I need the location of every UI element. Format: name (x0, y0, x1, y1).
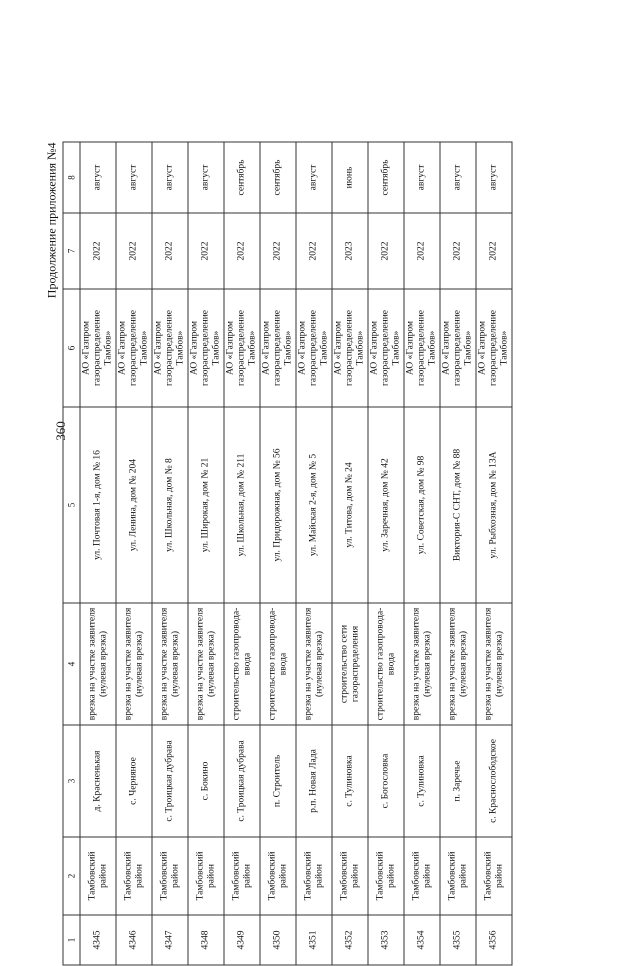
table-row (404, 142, 440, 965)
cell-number: 4356 (476, 915, 512, 965)
cell-district: Тамбовский район (332, 837, 368, 915)
cell-work-type: строительство газопровода-ввода (260, 603, 296, 725)
table-row (116, 142, 152, 965)
cell-month: август (296, 142, 332, 213)
cell-work-type: врезка на участке заявителя (нулевая врезка) (404, 603, 440, 725)
cell-number: 4346 (116, 915, 152, 965)
column-header: 7 (63, 213, 80, 289)
cell-work-type: врезка на участке заявителя (нулевая врезка) (116, 603, 152, 725)
cell-locality: с. Краснослободское (476, 725, 512, 837)
cell-address: ул. Широкая, дом № 21 (188, 407, 224, 603)
cell-year: 2022 (440, 213, 476, 289)
cell-year: 2023 (332, 213, 368, 289)
cell-month: август (152, 142, 188, 213)
cell-locality: п. Строитель (260, 725, 296, 837)
cell-number: 4347 (152, 915, 188, 965)
table-row (440, 142, 476, 965)
column-header: 5 (63, 407, 80, 603)
cell-month: август (476, 142, 512, 213)
cell-year: 2022 (260, 213, 296, 289)
appendix-caption: Продолжение приложения №4 (44, 142, 59, 299)
table-row (368, 142, 404, 965)
cell-organization: АО «Газпром газораспределение Тамбов» (224, 289, 260, 407)
cell-district: Тамбовский район (476, 837, 512, 915)
cell-work-type: врезка на участке заявителя (нулевая врезка) (476, 603, 512, 725)
cell-address: ул. Почтовая 1-я, дом № 16 (80, 407, 116, 603)
cell-district: Тамбовский район (80, 837, 116, 915)
cell-year: 2022 (368, 213, 404, 289)
cell-address: Виктория-С СНТ, дом № 88 (440, 407, 476, 603)
cell-address: ул. Заречная, дом № 42 (368, 407, 404, 603)
cell-year: 2022 (296, 213, 332, 289)
cell-locality: с. Тулиновка (404, 725, 440, 837)
cell-address: ул. Школьная, дом № 8 (152, 407, 188, 603)
cell-address: ул. Майская 2-я, дом № 5 (296, 407, 332, 603)
cell-number: 4350 (260, 915, 296, 965)
cell-month: август (116, 142, 152, 213)
cell-year: 2022 (476, 213, 512, 289)
cell-year: 2022 (152, 213, 188, 289)
cell-month: сентябрь (368, 142, 404, 213)
table-row (224, 142, 260, 965)
cell-number: 4348 (188, 915, 224, 965)
cell-district: Тамбовский район (404, 837, 440, 915)
cell-locality: д. Красненькая (80, 725, 116, 837)
cell-organization: АО «Газпром газораспределение Тамбов» (152, 289, 188, 407)
column-header: 1 (63, 915, 80, 965)
column-header: 2 (63, 837, 80, 915)
cell-locality: с. Черняное (116, 725, 152, 837)
cell-month: август (404, 142, 440, 213)
cell-locality: с. Троицкая дубрава (224, 725, 260, 837)
column-header: 4 (63, 603, 80, 725)
page-number: 360 (53, 421, 68, 441)
cell-work-type: строительство газопровода-ввода (368, 603, 404, 725)
cell-month: август (440, 142, 476, 213)
cell-work-type: врезка на участке заявителя (нулевая врезка) (152, 603, 188, 725)
cell-year: 2022 (116, 213, 152, 289)
cell-address: ул. Придорожная, дом № 56 (260, 407, 296, 603)
cell-organization: АО «Газпром газораспределение Тамбов» (368, 289, 404, 407)
cell-district: Тамбовский район (224, 837, 260, 915)
cell-organization: АО «Газпром газораспределение Тамбов» (116, 289, 152, 407)
table-row (80, 142, 116, 965)
cell-number: 4354 (404, 915, 440, 965)
cell-organization: АО «Газпром газораспределение Тамбов» (440, 289, 476, 407)
cell-organization: АО «Газпром газораспределение Тамбов» (296, 289, 332, 407)
cell-district: Тамбовский район (152, 837, 188, 915)
rotated-page-content (44, 143, 512, 966)
cell-organization: АО «Газпром газораспределение Тамбов» (332, 289, 368, 407)
table-row (332, 142, 368, 965)
data-table (63, 142, 513, 966)
cell-locality: р.п. Новая Лада (296, 725, 332, 837)
cell-organization: АО «Газпром газораспределение Тамбов» (260, 289, 296, 407)
cell-address: ул. Советская, дом № 98 (404, 407, 440, 603)
cell-year: 2022 (80, 213, 116, 289)
cell-number: 4349 (224, 915, 260, 965)
cell-number: 4351 (296, 915, 332, 965)
cell-year: 2022 (404, 213, 440, 289)
table-row (188, 142, 224, 965)
cell-month: август (80, 142, 116, 213)
table-row (260, 142, 296, 965)
cell-address: ул. Ленина, дом № 204 (116, 407, 152, 603)
cell-year: 2022 (224, 213, 260, 289)
table-row (152, 142, 188, 965)
header-row (63, 142, 80, 965)
cell-month: сентябрь (224, 142, 260, 213)
cell-month: июнь (332, 142, 368, 213)
cell-month: сентябрь (260, 142, 296, 213)
table-row (296, 142, 332, 965)
cell-number: 4353 (368, 915, 404, 965)
cell-work-type: врезка на участке заявителя (нулевая врезка) (296, 603, 332, 725)
cell-locality: с. Бокино (188, 725, 224, 837)
cell-organization: АО «Газпром газораспределение Тамбов» (404, 289, 440, 407)
cell-organization: АО «Газпром газораспределение Тамбов» (476, 289, 512, 407)
cell-district: Тамбовский район (188, 837, 224, 915)
cell-district: Тамбовский район (296, 837, 332, 915)
cell-district: Тамбовский район (368, 837, 404, 915)
cell-month: август (188, 142, 224, 213)
cell-address: ул. Титова, дом № 24 (332, 407, 368, 603)
cell-organization: АО «Газпром газораспределение Тамбов» (80, 289, 116, 407)
cell-number: 4355 (440, 915, 476, 965)
table-row (476, 142, 512, 965)
cell-locality: с. Богословка (368, 725, 404, 837)
cell-organization: АО «Газпром газораспределение Тамбов» (188, 289, 224, 407)
cell-work-type: строительство сети газораспределения (332, 603, 368, 725)
cell-district: Тамбовский район (440, 837, 476, 915)
cell-locality: с. Троицкая дубрава (152, 725, 188, 837)
column-header: 3 (63, 725, 80, 837)
column-header: 6 (63, 289, 80, 407)
cell-number: 4352 (332, 915, 368, 965)
cell-address: ул. Рыбхозная, дом № 13А (476, 407, 512, 603)
cell-address: ул. Школьная, дом № 211 (224, 407, 260, 603)
cell-district: Тамбовский район (116, 837, 152, 915)
cell-work-type: врезка на участке заявителя (нулевая врезка) (440, 603, 476, 725)
cell-locality: п. Заречье (440, 725, 476, 837)
column-header: 8 (63, 142, 80, 213)
cell-locality: с. Тулиновка (332, 725, 368, 837)
cell-work-type: врезка на участке заявителя (нулевая врезка) (80, 603, 116, 725)
cell-year: 2022 (188, 213, 224, 289)
cell-work-type: врезка на участке заявителя (нулевая врезка) (188, 603, 224, 725)
cell-work-type: строительство газопровода-ввода (224, 603, 260, 725)
cell-district: Тамбовский район (260, 837, 296, 915)
cell-number: 4345 (80, 915, 116, 965)
